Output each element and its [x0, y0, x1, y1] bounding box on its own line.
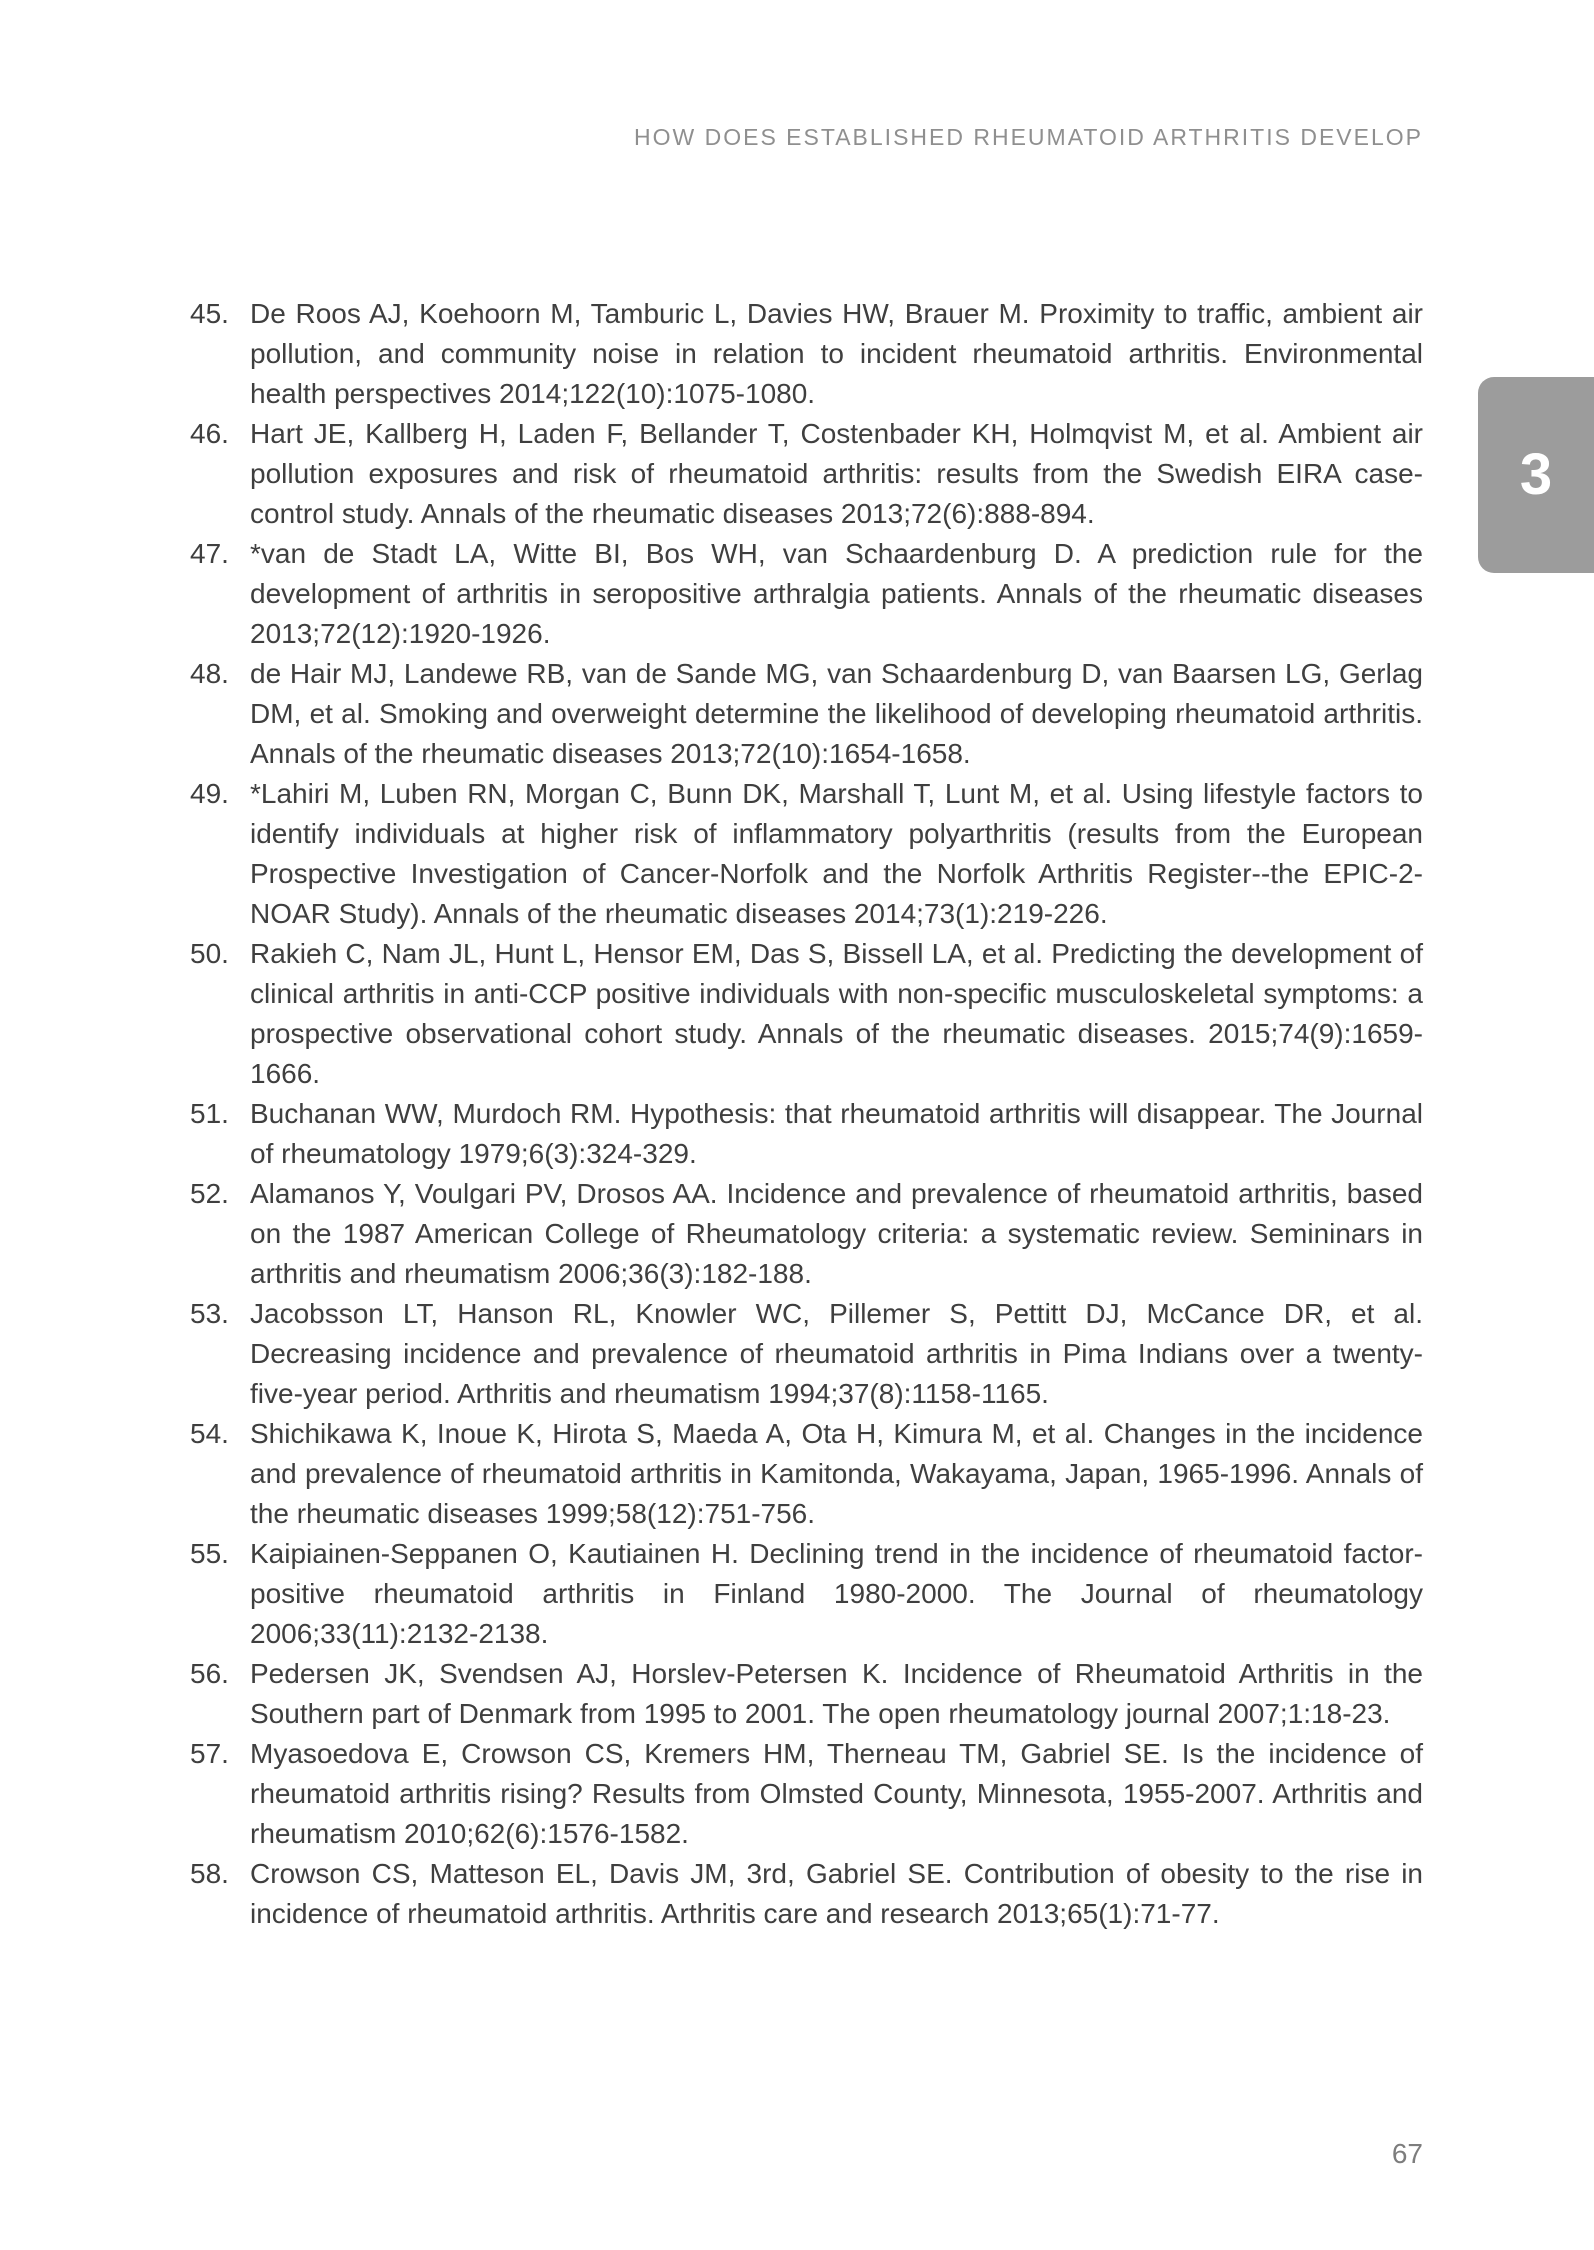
reference-item: [190, 534, 1423, 654]
reference-text: Pedersen JK, Svendsen AJ, Horslev-Petersen K. Incidence of Rheumatoid Arthritis in the Southern part of Denmark from 1995 to 2001. The open rheumatology journal 2007;1:18-23.: [250, 1658, 1423, 1729]
reference-number: 57.: [190, 1738, 229, 1769]
reference-number: 55.: [190, 1538, 229, 1569]
reference-item: [190, 414, 1423, 534]
reference-number: 47.: [190, 538, 229, 569]
reference-text: *Lahiri M, Luben RN, Morgan C, Bunn DK, Marshall T, Lunt M, et al. Using lifestyle factors to identify individuals at higher risk of inflammatory polyarthritis (results from the European Prospective Investigation of Cancer-Norfolk and the Norfolk Arthritis Register--the EPIC-2-NOAR Study). Annals of the rheumatic diseases 2014;73(1):219-226.: [250, 778, 1423, 929]
reference-number: 45.: [190, 298, 229, 329]
reference-item: [190, 774, 1423, 934]
reference-text: Kaipiainen-Seppanen O, Kautiainen H. Declining trend in the incidence of rheumatoid factor-positive rheumatoid arthritis in Finland 1980-2000. The Journal of rheumatology 2006;33(11):2132-2138.: [250, 1538, 1423, 1649]
reference-text: *van de Stadt LA, Witte BI, Bos WH, van Schaardenburg D. A prediction rule for the development of arthritis in seropositive arthralgia patients. Annals of the rheumatic diseases 2013;72(12):1920-1926.: [250, 538, 1423, 649]
reference-text: Crowson CS, Matteson EL, Davis JM, 3rd, Gabriel SE. Contribution of obesity to the rise in incidence of rheumatoid arthritis. Arthritis care and research 2013;65(1):71-77.: [250, 1858, 1423, 1929]
reference-item: [190, 1294, 1423, 1414]
reference-item: [190, 934, 1423, 1094]
reference-number: 52.: [190, 1178, 229, 1209]
reference-number: 51.: [190, 1098, 229, 1129]
reference-text: Buchanan WW, Murdoch RM. Hypothesis: that rheumatoid arthritis will disappear. The Journal of rheumatology 1979;6(3):324-329.: [250, 1098, 1423, 1169]
reference-item: [190, 1414, 1423, 1534]
reference-item: [190, 1174, 1423, 1294]
reference-text: Myasoedova E, Crowson CS, Kremers HM, Therneau TM, Gabriel SE. Is the incidence of rheumatoid arthritis rising? Results from Olmsted County, Minnesota, 1955-2007. Arthritis and rheumatism 2010;62(6):1576-1582.: [250, 1738, 1423, 1849]
reference-item: [190, 654, 1423, 774]
reference-text: Hart JE, Kallberg H, Laden F, Bellander T, Costenbader KH, Holmqvist M, et al. Ambient air pollution exposures and risk of rheumatoid arthritis: results from the Swedish EIRA case-control study. Annals of the rheumatic diseases 2013;72(6):888-894.: [250, 418, 1423, 529]
reference-number: 58.: [190, 1858, 229, 1889]
reference-text: Rakieh C, Nam JL, Hunt L, Hensor EM, Das S, Bissell LA, et al. Predicting the development of clinical arthritis in anti-CCP positive individuals with non-specific musculoskeletal symptoms: a prospective observational cohort study. Annals of the rheumatic diseases. 2015;74(9):1659-1666.: [250, 938, 1423, 1089]
reference-number: 56.: [190, 1658, 229, 1689]
reference-number: 46.: [190, 418, 229, 449]
reference-list: [190, 294, 1423, 1934]
chapter-number: 3: [1519, 442, 1553, 507]
running-head: HOW DOES ESTABLISHED RHEUMATOID ARTHRITIS DEVELOP: [634, 124, 1423, 150]
reference-text: Jacobsson LT, Hanson RL, Knowler WC, Pillemer S, Pettitt DJ, McCance DR, et al. Decreasing incidence and prevalence of rheumatoid arthritis in Pima Indians over a twenty-five-year period. Arthritis and rheumatism 1994;37(8):1158-1165.: [250, 1298, 1423, 1409]
reference-text: de Hair MJ, Landewe RB, van de Sande MG, van Schaardenburg D, van Baarsen LG, Gerlag DM, et al. Smoking and overweight determine the likelihood of developing rheumatoid arthritis. Annals of the rheumatic diseases 2013;72(10):1654-1658.: [250, 658, 1423, 769]
page-number: 67: [1391, 2138, 1423, 2169]
reference-text: Shichikawa K, Inoue K, Hirota S, Maeda A, Ota H, Kimura M, et al. Changes in the incidence and prevalence of rheumatoid arthritis in Kamitonda, Wakayama, Japan, 1965-1996. Annals of the rheumatic diseases 1999;58(12):751-756.: [250, 1418, 1423, 1529]
reference-item: [190, 1094, 1423, 1174]
reference-item: [190, 1654, 1423, 1734]
reference-number: 54.: [190, 1418, 229, 1449]
reference-number: 48.: [190, 658, 229, 689]
chapter-tab: [1478, 377, 1594, 573]
reference-text: Alamanos Y, Voulgari PV, Drosos AA. Incidence and prevalence of rheumatoid arthritis, based on the 1987 American College of Rheumatology criteria: a systematic review. Semininars in arthritis and rheumatism 2006;36(3):182-188.: [250, 1178, 1423, 1289]
reference-number: 53.: [190, 1298, 229, 1329]
reference-item: [190, 1854, 1423, 1934]
reference-item: [190, 294, 1423, 414]
reference-item: [190, 1534, 1423, 1654]
reference-number: 49.: [190, 778, 229, 809]
reference-item: [190, 1734, 1423, 1854]
reference-text: De Roos AJ, Koehoorn M, Tamburic L, Davies HW, Brauer M. Proximity to traffic, ambient air pollution, and community noise in relation to incident rheumatoid arthritis. Environmental health perspectives 2014;122(10):1075-1080.: [250, 298, 1423, 409]
reference-number: 50.: [190, 938, 229, 969]
